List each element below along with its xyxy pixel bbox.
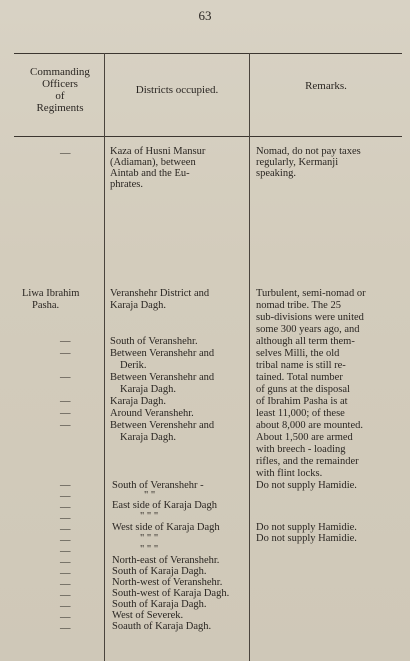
- column-divider-2: [249, 53, 250, 661]
- page-number: 63: [198, 8, 212, 23]
- row1-officer: —: [60, 148, 71, 159]
- column-divider-1: [104, 53, 105, 661]
- header-remarks: Remarks.: [305, 80, 347, 92]
- header-bottom-rule: [14, 136, 402, 137]
- document-page: 63 Commanding Officers of Regiments Districts occupied. Remarks. — Kaza of Husni Mansur (Adiaman), between Aintab and the Eu- phrates. Nomad, do not pay taxes regularly, Kermanji speaking. Liwa Ibrahim Pasha. Veranshehr District and Karaja Dagh. Turbulent, semi-nomad or nomad tribe. The 25 sub-divisions were united some 300 years ago, and although all term them- selves Milli, the old tribal name is still re- tained. Total number of guns at the disposal of Ibrahim Pasha is at least 11,000; of these about 8,000 are mounted. About 1,500 are armed with breech - loading rifles, and the remainder with flint locks. — South of Veranshehr. — Between Veranshehr and Derik. — Between Veranshehr and Karaja Dagh. — Karaja Dagh. — Around Veranshehr. — Between Verenshehr and Karaja Dagh. — South of Veranshehr - Do not supply Hamidie. — " " — East side of Karaja Dagh — " " " — West side of Karaja Dagh Do not supply Hamidie. — " " " Do not supply Hamidie. — " " " — North-east of Veranshehr. — South of Karaja Dagh. — North-west of Veranshehr. — South-west of Karaja Dagh. — South of Karaja Dagh. — West of Severek. — Soauth of Karaja Dagh.: [0, 0, 410, 661]
- table-top-rule: [14, 53, 402, 54]
- header-officers: Commanding Officers of Regiments: [30, 66, 90, 114]
- header-districts: Districts occupied.: [135, 84, 219, 96]
